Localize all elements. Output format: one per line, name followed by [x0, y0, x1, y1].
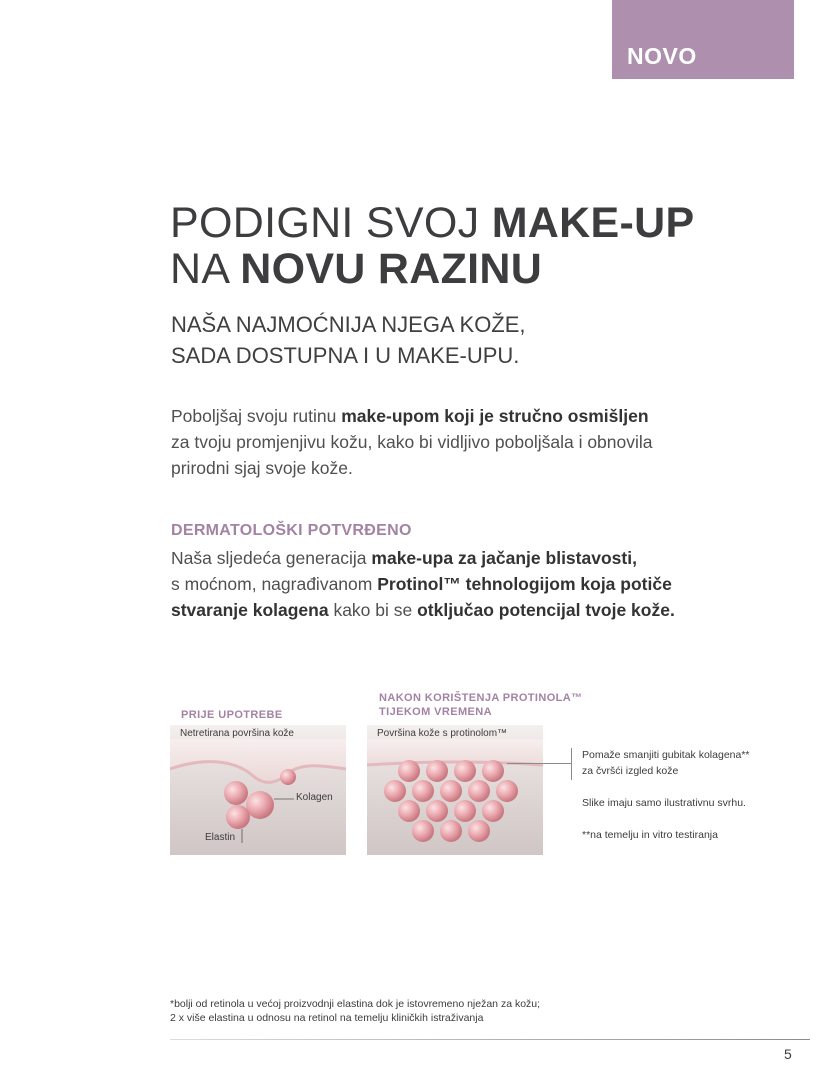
headline-line1-light: PODIGNI SVOJ [170, 199, 492, 247]
footnote [170, 997, 730, 1025]
before-skin-graphic [170, 725, 346, 855]
collagen-cluster [384, 760, 518, 842]
headline-line1-bold: MAKE-UP [491, 199, 695, 247]
note-collagen [582, 747, 792, 779]
novo-badge-label: NOVO [627, 43, 697, 69]
after-caption: Površina kože s protinolom™ [377, 728, 508, 739]
footnote-line2: 2 x više elastina u odnosu na retinol na temelju kliničkih istraživanja [170, 1012, 484, 1024]
before-skin-illustration [170, 725, 346, 855]
before-caption: Netretirana površina kože [180, 728, 294, 739]
side-notes [582, 747, 792, 859]
note-collagen-line1: Pomaže smanjiti gubitak kolagena** [582, 749, 750, 761]
derm-text-3-bold2: otključao potencijal tvoje kože. [417, 600, 675, 620]
note-in-vitro: **na temelju in vitro testiranja [582, 829, 718, 841]
intro-text-2: za tvoju promjenjivu kožu, kako bi vidljivo poboljšala i obnovila [171, 432, 653, 452]
headline-line2-bold: NOVU RAZINU [240, 245, 543, 293]
subhead-line1: NAŠA NAJMOĆNIJA NJEGA KOŽE, [171, 312, 526, 337]
page-number: 5 [784, 1046, 792, 1062]
derm-text-3: kako bi se [328, 600, 418, 620]
subhead-line2: SADA DOSTUPNA I U MAKE-UPU. [171, 343, 520, 368]
before-panel-label: PRIJE UPOTREBE [181, 709, 283, 721]
note-collagen-line2: za čvršći izgled kože [582, 765, 679, 777]
intro-text-3: prirodni sjaj svoje kože. [171, 458, 353, 478]
derm-text-2: s moćnom, nagrađivanom [171, 574, 378, 594]
after-skin-illustration [367, 725, 543, 855]
footnote-line1: *bolji od retinola u većoj proizvodnji elastina dok je istovremeno nježan za kožu; [170, 998, 541, 1010]
page-subheadline [171, 309, 771, 371]
intro-text-bold: make-upom koji je stručno osmišljen [341, 406, 649, 426]
after-skin-graphic [367, 725, 543, 855]
dermatology-paragraph [171, 545, 791, 623]
collagen-label: Kolagen [296, 792, 333, 803]
after-label-line1: NAKON KORIŠTENJA PROTINOLA™ [379, 692, 583, 704]
after-label-line2: TIJEKOM VREMENA [379, 706, 492, 718]
elastin-label: Elastin [205, 832, 236, 843]
intro-text-1: Poboljšaj svoju rutinu [171, 406, 342, 426]
bottom-divider [170, 1039, 810, 1040]
intro-paragraph [171, 403, 771, 481]
headline-line2-light: NA [170, 245, 241, 293]
page-headline [170, 200, 790, 292]
dermatology-heading: DERMATOLOŠKI POTVRĐENO [171, 522, 412, 539]
derm-text-1: Naša sljedeća generacija [171, 548, 372, 568]
note-illustrative: Slike imaju samo ilustrativnu svrhu. [582, 797, 746, 809]
after-panel-label [379, 691, 583, 719]
derm-text-1-bold: make-upa za jačanje blistavosti, [371, 548, 637, 568]
derm-text-3-bold: stvaranje kolagena [171, 600, 329, 620]
callout-line [507, 763, 571, 764]
novo-badge [612, 0, 794, 79]
derm-text-2-bold: Protinol™ tehnologijom koja potiče [377, 574, 672, 594]
callout-bracket [571, 748, 572, 780]
